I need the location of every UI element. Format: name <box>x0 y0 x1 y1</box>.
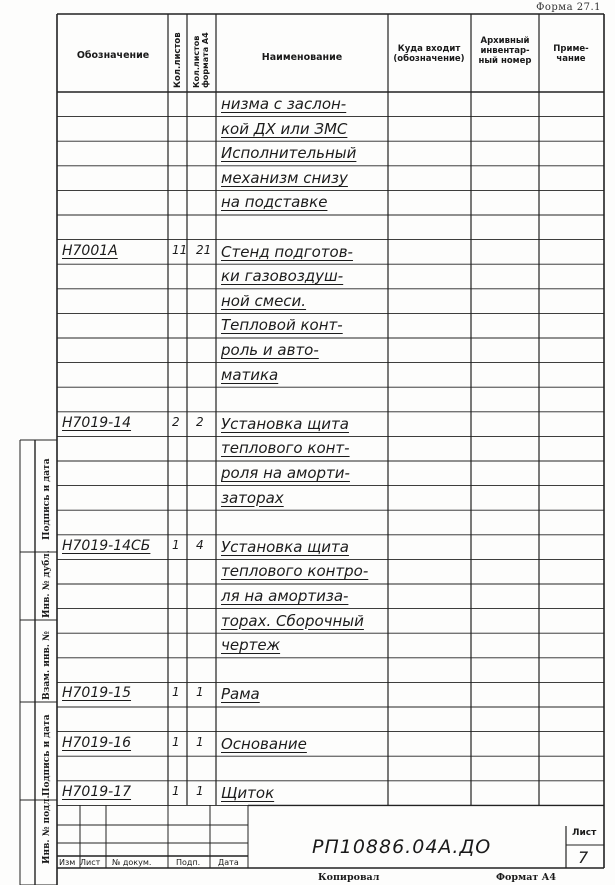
side-label-sign-date-1: Подпись и дата <box>42 458 52 540</box>
row-name: Установка щита <box>221 414 349 433</box>
row-name: Рама <box>221 685 260 704</box>
row-sheet-count: 1 <box>172 734 180 749</box>
row-name: Стенд подготов- <box>221 242 353 261</box>
row-name: ля на амортиза- <box>221 587 349 605</box>
side-label-replace-inv: Взам. инв. № <box>42 631 52 700</box>
row-designation: Н7019-16 <box>62 734 132 751</box>
row-name: роля на аморти- <box>221 464 350 482</box>
copied-label: Копировал <box>318 872 380 883</box>
format-label: Формат А4 <box>496 872 556 883</box>
header-designation: Обозначение <box>76 50 150 61</box>
header-format-a4: Кол.листов формата А4 <box>192 32 210 88</box>
row-name: Основание <box>221 734 307 753</box>
title-sheet: Лист <box>80 858 101 867</box>
row-sheet-count: 1 <box>172 685 180 700</box>
row-name: кой ДХ или ЗМС <box>221 119 348 138</box>
row-name: торах. Сборочный <box>221 611 364 630</box>
row-name: на подставке <box>221 193 328 212</box>
row-name: ной смеси. <box>221 291 307 310</box>
row-designation: Н7019-14 <box>62 414 132 431</box>
side-label-inv-dup: Инв. № дубл. <box>42 550 52 618</box>
form-label: Форма 27.1 <box>536 2 601 13</box>
row-sheet-count: 11 <box>172 242 188 257</box>
row-designation: Н7019-14СБ <box>62 537 151 554</box>
header-archive: Архивный инвентар-ный номер <box>478 36 532 66</box>
row-a4-count: 1 <box>196 685 204 700</box>
row-name: роль и авто- <box>221 341 319 359</box>
row-name: заторах <box>221 488 284 507</box>
row-name: чертеж <box>221 636 281 655</box>
row-name: Тепловой конт- <box>221 316 343 335</box>
row-name: теплового конт- <box>221 439 350 458</box>
header-notes: Приме-чание <box>553 44 589 64</box>
title-date: Дата <box>218 858 239 867</box>
row-a4-count: 4 <box>196 537 204 552</box>
title-doc-no: № докум. <box>112 858 152 867</box>
row-a4-count: 1 <box>196 734 204 749</box>
row-designation: Н7001А <box>62 242 118 259</box>
header-where-used: Куда входит (обозначение) <box>393 44 465 64</box>
header-name: Наименование <box>261 52 343 63</box>
row-name: ки газовоздуш- <box>221 267 344 286</box>
row-name: низма с заслон- <box>221 95 347 113</box>
row-a4-count: 2 <box>196 414 204 429</box>
side-label-sign-date-2: Подпись и дата <box>42 714 52 796</box>
row-sheet-count: 1 <box>172 537 180 552</box>
row-name: Исполнительный <box>221 144 357 163</box>
title-change: Изм <box>59 858 76 867</box>
document-code: РП10886.04А.ДО <box>312 836 492 858</box>
row-a4-count: 1 <box>196 783 204 798</box>
header-sheets-count: Кол.листов <box>173 32 183 88</box>
row-designation: Н7019-15 <box>62 685 132 702</box>
row-designation: Н7019-17 <box>62 783 132 800</box>
sheet-number: 7 <box>578 848 589 867</box>
row-sheet-count: 1 <box>172 783 180 798</box>
row-sheet-count: 2 <box>172 414 180 429</box>
row-a4-count: 21 <box>196 242 212 257</box>
row-name: механизм снизу <box>221 168 348 187</box>
sheet-label: Лист <box>572 828 597 838</box>
row-name: теплового контро- <box>221 562 369 581</box>
row-name: матика <box>221 365 279 384</box>
row-name: Щиток <box>221 783 275 802</box>
side-label-inv-orig: Инв. № подл. <box>42 795 52 864</box>
row-name: Установка щита <box>221 537 349 556</box>
title-signature: Подп. <box>176 858 201 867</box>
